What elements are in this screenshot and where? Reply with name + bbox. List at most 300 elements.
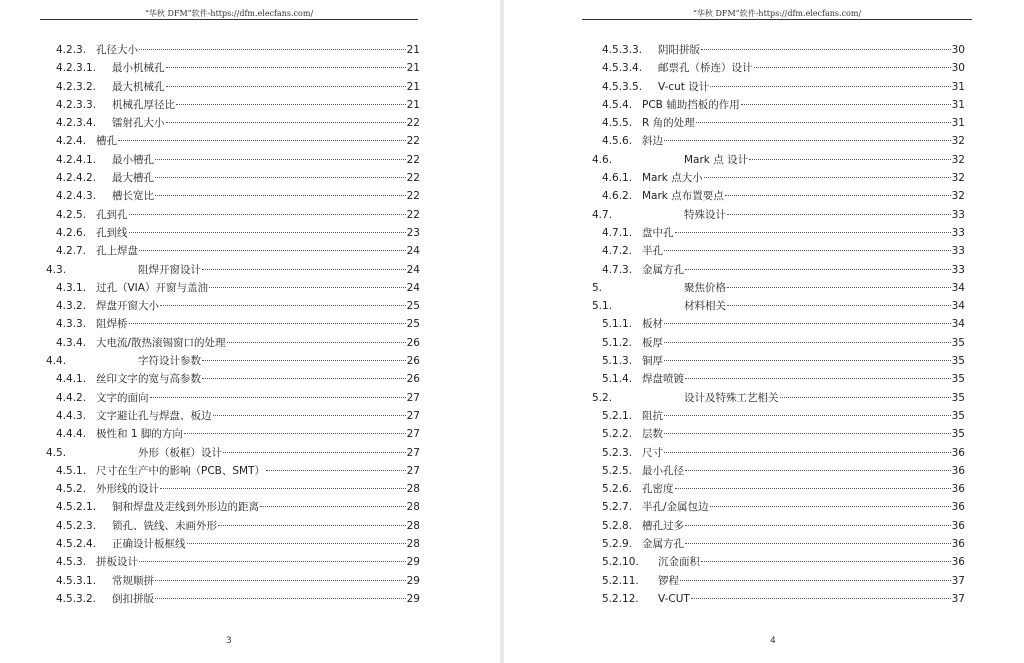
toc-dot-leader [685,524,951,526]
toc-entry-page: 29 [406,556,420,569]
toc-entry-page: 21 [406,44,420,56]
toc-entry-title: 孔密度 [642,483,674,496]
toc-entry[interactable] [592,517,965,535]
page-number: 3 [226,636,232,646]
toc-entry-page: 28 [406,519,420,532]
toc-entry-number: 5.2. [592,391,613,404]
toc-entry[interactable] [46,498,420,516]
toc-dot-leader [184,432,406,434]
toc-entry[interactable] [46,462,420,480]
toc-dot-leader [675,231,951,233]
toc-entry[interactable] [46,553,420,571]
toc-entry[interactable] [592,444,965,462]
toc-entry[interactable] [46,590,420,608]
header-rule [40,19,418,20]
toc-dot-leader [691,597,951,599]
toc-entry-title: 最小机械孔 [112,62,165,75]
toc-dot-leader [664,359,951,361]
toc-entry[interactable] [46,352,420,370]
toc-dot-leader [710,85,950,87]
toc-entry-title: 沉金面积 [658,556,700,569]
toc-entry-number: 4.5.5. [602,117,633,130]
toc-entry-number: 4.2.4. [56,135,87,148]
toc-dot-leader [176,103,406,105]
toc-entry-title: 阻焊开窗设计 [138,263,201,276]
toc-entry-page: 22 [406,208,420,221]
toc-entry[interactable] [46,425,420,443]
toc-dot-leader [202,359,406,361]
toc-entry-page: 24 [406,281,420,294]
toc-entry-title: 最大机械孔 [112,80,165,93]
toc-dot-leader [701,48,951,50]
toc-entry-number: 4.2.5. [56,208,87,221]
toc-entry-page: 35 [951,428,965,441]
toc-dot-leader [664,322,951,324]
toc-entry[interactable] [46,297,420,315]
toc-entry-page: 21 [406,62,420,75]
toc-dot-leader [749,158,951,160]
toc-entry[interactable] [46,78,420,96]
toc-entry-page: 24 [406,263,420,276]
toc-entry-number: 4.2.7. [56,245,87,258]
toc-entry-page: 23 [406,226,420,239]
toc-entry-title: 文字避让孔与焊盘、板边 [96,409,212,422]
toc-entry-title: 阻抗 [642,409,663,422]
toc-entry-number: 5.2.1. [602,409,633,422]
toc-entry-page: 34 [951,300,965,313]
toc-dot-leader [160,304,406,306]
toc-list [592,41,965,608]
toc-entry-number: 4.5.3.4. [602,62,643,75]
toc-entry-title: 拼板设计 [96,556,138,569]
toc-entry-number: 4.5.2.3. [56,519,97,532]
toc-entry-page: 33 [951,208,965,221]
toc-entry[interactable] [46,517,420,535]
toc-entry[interactable] [46,370,420,388]
toc-entry[interactable] [592,553,965,571]
toc-entry-page: 35 [951,336,965,349]
toc-entry-number: 5.1.1. [602,318,633,331]
toc-entry-page: 31 [951,117,965,130]
toc-entry-title: 焊盘喷镀 [642,373,684,386]
toc-entry-page: 36 [951,556,965,569]
toc-dot-leader [218,524,406,526]
toc-entry[interactable] [46,41,420,59]
toc-entry[interactable] [592,407,965,425]
toc-entry-number: 5.2.5. [602,464,633,477]
toc-entry-number: 4.6.2. [602,190,633,203]
toc-entry-page: 26 [406,336,420,349]
toc-entry[interactable] [592,297,965,315]
toc-entry-title: 外形（板框）设计 [138,446,222,459]
toc-entry-number: 4.3.4. [56,336,87,349]
toc-entry-number: 4.5. [46,446,67,459]
toc-entry-number: 4.5.3.1. [56,574,97,587]
toc-dot-leader [129,231,406,233]
toc-entry-number: 4.2.3.3. [56,98,97,111]
toc-entry-number: 4.5.3.5. [602,80,643,93]
toc-entry-number: 4.6. [592,153,613,166]
toc-dot-leader [129,322,406,324]
toc-entry[interactable] [46,444,420,462]
toc-entry-number: 4.3.3. [56,318,87,331]
toc-entry-number: 4.4.2. [56,391,87,404]
toc-entry-number: 5.2.3. [602,446,633,459]
toc-entry-page: 36 [951,501,965,514]
toc-entry[interactable] [46,389,420,407]
toc-entry-page: 22 [406,153,420,166]
toc-entry-title: 槽孔 [96,135,117,148]
toc-entry-title: 板材 [642,318,663,331]
toc-dot-leader [209,286,406,288]
toc-entry[interactable] [592,480,965,498]
toc-entry-title: 层数 [642,428,663,441]
toc-dot-leader [685,377,951,379]
toc-entry-number: 5.2.6. [602,483,633,496]
toc-entry-page: 35 [951,373,965,386]
toc-entry-number: 4.2.4.3. [56,190,97,203]
toc-entry[interactable] [46,96,420,114]
toc-entry-number: 4.3.2. [56,300,87,313]
toc-entry[interactable] [46,535,420,553]
toc-entry[interactable] [46,480,420,498]
toc-dot-leader [260,505,406,507]
toc-entry-number: 5.2.8. [602,519,633,532]
toc-entry-title: Mark 点大小 [642,172,703,185]
toc-dot-leader [187,542,406,544]
toc-entry-page: 36 [951,538,965,551]
toc-entry-title: 槽孔过多 [642,519,684,532]
toc-dot-leader [223,451,406,453]
toc-entry[interactable] [592,96,965,114]
toc-entry-number: 4.2.3. [56,44,87,56]
toc-dot-leader [213,414,406,416]
toc-entry-number: 4.2.3.1. [56,62,97,75]
toc-dot-leader [155,597,406,599]
toc-entry[interactable] [592,498,965,516]
toc-dot-leader [754,66,951,68]
toc-entry-title: 机械孔厚径比 [112,98,175,111]
toc-entry[interactable] [592,572,965,590]
toc-entry[interactable] [592,132,965,150]
toc-entry-title: 文字的面向 [96,391,149,404]
toc-entry-page: 27 [406,428,420,441]
toc-entry[interactable] [592,78,965,96]
toc-entry-title: 特殊设计 [684,208,726,221]
toc-entry-number: 4.4.1. [56,373,87,386]
toc-entry-number: 4.7.1. [602,226,633,239]
toc-entry-page: 21 [406,80,420,93]
toc-entry-title: 设计及特殊工艺相关 [684,391,779,404]
toc-entry-page: 36 [951,483,965,496]
toc-dot-leader [166,66,406,68]
toc-dot-leader [727,304,951,306]
toc-dot-leader [139,48,406,50]
toc-dot-leader [680,579,951,581]
toc-entry-page: 37 [951,592,965,605]
toc-entry-page: 29 [406,592,420,605]
toc-entry[interactable] [592,114,965,132]
toc-entry-page: 27 [406,464,420,477]
toc-entry-number: 4.7. [592,208,613,221]
toc-entry-number: 4.5.1. [56,464,87,477]
toc-entry[interactable] [46,114,420,132]
toc-entry[interactable] [592,224,965,242]
toc-dot-leader [166,121,406,123]
toc-dot-leader [155,176,406,178]
toc-entry[interactable] [592,389,965,407]
toc-entry-title: 外形线的设计 [96,483,159,496]
toc-entry-page: 34 [951,318,965,331]
toc-entry-number: 4.4.4. [56,428,87,441]
toc-entry-number: 4.3.1. [56,281,87,294]
toc-entry-title: V-CUT [658,592,690,605]
toc-dot-leader [166,85,406,87]
toc-entry[interactable] [46,151,420,169]
toc-entry-page: 22 [406,117,420,130]
toc-entry-title: 材料相关 [684,300,726,313]
toc-dot-leader [741,103,951,105]
toc-entry[interactable] [46,187,420,205]
toc-entry-title: 尺寸在生产中的影响（PCB、SMT） [96,464,266,477]
toc-entry[interactable] [46,224,420,242]
toc-entry-page: 33 [951,226,965,239]
toc-entry-number: 4.5.4. [602,98,633,111]
toc-entry-page: 32 [951,190,965,203]
toc-entry-title: 极性和 1 脚的方向 [96,428,183,441]
toc-entry[interactable] [46,242,420,260]
toc-entry-number: 4.5.3.3. [602,44,643,56]
toc-entry-page: 22 [406,172,420,185]
toc-entry-title: 倒扣拼版 [112,592,154,605]
toc-dot-leader [701,560,951,562]
toc-dot-leader [704,176,951,178]
toc-entry[interactable] [592,334,965,352]
toc-entry-title: 铜和焊盘及走线到外形边的距离 [112,501,259,514]
toc-entry-title: 槽长宽比 [112,190,154,203]
toc-entry-title: Mark 点布置要点 [642,190,724,203]
toc-entry-title: 板厚 [642,336,663,349]
toc-entry-number: 4.4.3. [56,409,87,422]
toc-entry-number: 5.1.3. [602,355,633,368]
toc-dot-leader [727,286,951,288]
toc-dot-leader [139,560,406,562]
toc-entry[interactable] [592,425,965,443]
toc-entry[interactable] [46,206,420,224]
toc-entry-title: 最小孔径 [642,464,684,477]
toc-entry-page: 25 [406,300,420,313]
toc-entry[interactable] [46,59,420,77]
toc-dot-leader [155,579,406,581]
toc-entry-page: 22 [406,135,420,148]
toc-entry[interactable] [46,572,420,590]
toc-entry-title: 最小槽孔 [112,153,154,166]
toc-entry-page: 36 [951,446,965,459]
toc-entry-number: 4.2.3.4. [56,117,97,130]
toc-entry-page: 30 [951,62,965,75]
toc-entry-number: 4.5.3.2. [56,592,97,605]
toc-entry-page: 28 [406,483,420,496]
toc-entry-title: 阻焊桥 [96,318,128,331]
toc-entry[interactable] [46,169,420,187]
toc-entry[interactable] [592,535,965,553]
toc-entry[interactable] [592,169,965,187]
toc-entry-number: 4.2.4.2. [56,172,97,185]
toc-entry-title: 半孔/金属包边 [642,501,709,514]
toc-entry-number: 4.5.6. [602,135,633,148]
toc-dot-leader [675,487,951,489]
toc-entry-title: 金属方孔 [642,538,684,551]
toc-entry-title: 尺寸 [642,446,663,459]
toc-entry-title: 字符设计参数 [138,355,201,368]
document-page-left [0,0,500,663]
toc-dot-leader [155,158,406,160]
toc-dot-leader [664,341,951,343]
toc-entry-title: 邮票孔（桥连）设计 [658,62,753,75]
toc-entry-title: 孔上焊盘 [96,245,138,258]
toc-entry[interactable] [592,59,965,77]
toc-entry-number: 5.2.9. [602,538,633,551]
toc-entry[interactable] [46,261,420,279]
toc-entry-number: 4.2.3.2. [56,80,97,93]
toc-entry-page: 27 [406,409,420,422]
toc-entry-page: 34 [951,281,965,294]
toc-dot-leader [129,213,406,215]
toc-entry-number: 5. [592,281,603,294]
toc-entry[interactable] [46,315,420,333]
toc-entry-page: 21 [406,98,420,111]
toc-entry[interactable] [592,206,965,224]
toc-dot-leader [685,542,951,544]
toc-entry-number: 5.2.12. [602,592,639,605]
toc-entry-title: 锁孔、铣线、未画外形 [112,519,217,532]
toc-entry-page: 33 [951,245,965,258]
toc-entry-title: 镭射孔大小 [112,117,165,130]
toc-entry-title: PCB 辅助挡板的作用 [642,98,740,111]
toc-entry[interactable] [592,352,965,370]
toc-entry-number: 4.5.3. [56,556,87,569]
toc-entry-page: 35 [951,355,965,368]
toc-dot-leader [664,139,951,141]
toc-entry-title: 阴阳拼版 [658,44,700,56]
toc-entry[interactable] [592,315,965,333]
toc-entry-number: 4.7.2. [602,245,633,258]
toc-entry-title: 聚焦价格 [684,281,726,294]
toc-entry-number: 5.1. [592,300,613,313]
toc-entry-page: 22 [406,190,420,203]
toc-entry-page: 28 [406,501,420,514]
toc-dot-leader [664,414,951,416]
toc-entry-page: 28 [406,538,420,551]
toc-entry-page: 31 [951,98,965,111]
toc-entry[interactable] [592,370,965,388]
toc-entry-number: 4.6.1. [602,172,633,185]
toc-entry-page: 35 [951,391,965,404]
toc-dot-leader [664,451,951,453]
toc-dot-leader [727,213,951,215]
toc-entry-number: 4.4. [46,355,67,368]
toc-entry-title: 正确设计板框线 [112,538,186,551]
toc-entry-title: 过孔（VIA）开窗与盖油 [96,281,208,294]
page-number: 4 [770,636,776,646]
toc-entry[interactable] [592,279,965,297]
toc-entry-number: 5.2.11. [602,574,639,587]
toc-dot-leader [725,194,951,196]
toc-entry-page: 35 [951,409,965,422]
toc-dot-leader [160,487,406,489]
toc-dot-leader [710,505,951,507]
toc-dot-leader [227,341,406,343]
toc-entry-page: 36 [951,464,965,477]
toc-dot-leader [155,194,406,196]
toc-dot-leader [202,268,406,270]
toc-entry-page: 29 [406,574,420,587]
toc-entry[interactable] [46,334,420,352]
toc-entry[interactable] [592,261,965,279]
toc-entry[interactable] [592,151,965,169]
toc-entry[interactable] [592,41,965,59]
toc-entry-page: 25 [406,318,420,331]
toc-entry-number: 5.2.10. [602,556,639,569]
toc-entry-number: 5.1.4. [602,373,633,386]
toc-dot-leader [664,249,951,251]
toc-entry-title: 最大槽孔 [112,172,154,185]
toc-entry-number: 5.2.7. [602,501,633,514]
toc-dot-leader [139,249,406,251]
toc-entry-title: 金属方孔 [642,263,684,276]
toc-entry-page: 30 [951,44,965,56]
page-header: “华秋 DFM”软件-https://dfm.elecfans.com/ [144,9,314,18]
document-page-right [504,0,1024,663]
toc-dot-leader [266,469,406,471]
toc-entry-page: 32 [951,153,965,166]
toc-dot-leader [780,396,951,398]
header-rule [582,19,972,20]
toc-entry-number: 4.3. [46,263,67,276]
toc-entry[interactable] [592,462,965,480]
toc-entry-title: 斜边 [642,135,663,148]
toc-entry[interactable] [46,279,420,297]
toc-entry-number: 5.1.2. [602,336,633,349]
toc-entry[interactable] [46,132,420,150]
toc-entry[interactable] [592,242,965,260]
toc-entry-number: 4.5.2. [56,483,87,496]
toc-entry-title: 焊盘开窗大小 [96,300,159,313]
toc-entry-number: 4.2.4.1. [56,153,97,166]
toc-entry-title: 铜厚 [642,355,663,368]
toc-entry-number: 5.2.2. [602,428,633,441]
toc-entry-title: 大电流/散热滚锡窗口的处理 [96,336,226,349]
page-header: “华秋 DFM”软件-https://dfm.elecfans.com/ [692,9,862,18]
toc-entry-page: 27 [406,446,420,459]
toc-entry[interactable] [46,407,420,425]
toc-entry-page: 32 [951,135,965,148]
toc-entry-title: V-cut 设计 [658,80,710,93]
toc-entry-title: R 角的处理 [642,117,695,130]
toc-entry-title: 丝印文字的宽与高参数 [96,373,201,386]
toc-entry-title: 锣程 [658,574,679,587]
toc-entry[interactable] [592,187,965,205]
toc-entry-title: 孔到线 [96,226,128,239]
toc-entry[interactable] [592,590,965,608]
toc-dot-leader [685,469,951,471]
toc-entry-page: 26 [406,355,420,368]
toc-entry-page: 36 [951,519,965,532]
toc-dot-leader [664,432,951,434]
toc-entry-page: 37 [951,574,965,587]
toc-entry-page: 27 [406,391,420,404]
toc-list [46,41,420,608]
